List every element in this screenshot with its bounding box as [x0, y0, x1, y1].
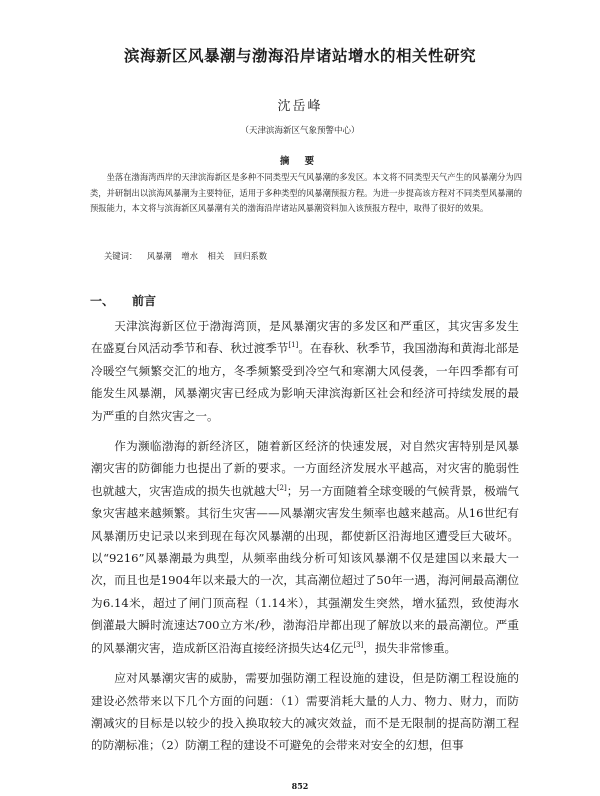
keyword: 风暴潮 — [146, 251, 172, 261]
keyword: 相关 — [207, 251, 225, 261]
section-heading — [90, 292, 174, 309]
paper-title: 滨海新区风暴潮与渤海沿岸诸站增水的相关性研究 — [123, 46, 476, 65]
keywords-label: 关键词： — [104, 251, 138, 261]
author-name: 沈岳峰 — [277, 99, 323, 114]
paragraph: 作为濒临渤海的新经济区，随着新区经济的快速发展，对自然灾害特别是风暴潮灾害的防御能力也提出了新的要求。一方面经济发展水平越高，对灾害的脆弱性也就越大，灾害造成的损失也就越大[2]；另一方面随着全球变暖的气候背景，极端气象灾害越来越频繁。其衍生灾害——风暴潮灾害发生频率也越来越高。从16世纪有风暴潮历史记录以来到现在每次风暴潮的出现，都使新区沿海地区遭受巨大破坏。以“9216”风暴潮最为典型，从频率曲线分析可知该风暴潮不仅是建国以来最大一次，而且也是1904年以来最大的一次，其高潮位超过了50年一遇，海河闸最高潮位为6.14米，超过了闸门顶高程（1.14米），其强潮发生突然，增水猛烈，致使海水倒灌最大瞬时流速达700立方米/秒，渤海沿岸都出现了解放以来的最高潮位。严重的风暴潮灾害，造成新区沿海直接经济损失达4亿元[3]，损失非常惨重。 — [91, 439, 519, 655]
page-number: 852 — [291, 781, 309, 791]
body-text — [91, 315, 519, 765]
citation[interactable]: [3] — [353, 640, 364, 649]
keyword: 增水 — [181, 251, 198, 261]
section-number: 一、 — [90, 294, 115, 308]
abstract-text: 坐落在渤海湾西岸的天津滨海新区是多种不同类型天气风暴潮的多发区。本文将不同类型天气产生的风暴潮分为四类，并研制出以滨海风暴潮为主要特征，适用于多种类型的风暴潮预报方程。为进一步提高该方程对不同类型风暴潮的预报能力，本文将与滨海新区风暴潮有关的渤海沿岸诸站风暴潮资料加入该预报方程中，取得了很好的效果。 — [90, 172, 522, 213]
section-title: 前言 — [132, 294, 157, 308]
paragraph: 天津滨海新区位于渤海湾顶，是风暴潮灾害的多发区和严重区，其灾害多发生在盛夏台风活动季节和春、秋过渡季节[1]。在春秋、秋季节，我国渤海和黄海北部是冷暖空气频繁交汇的地方，冬季频繁受到冷空气和寒潮大风侵袭，一年四季都有可能发生风暴潮，风暴潮灾害已经成为影响天津滨海新区社会和经济可持续发展的最为严重的自然灾害之一。 — [91, 319, 519, 423]
abstract-heading: 摘 要 — [279, 156, 321, 167]
keywords-line — [104, 250, 524, 262]
author-affiliation: （天津滨海新区气象预警中心） — [240, 126, 360, 136]
citation[interactable]: [1] — [288, 341, 299, 350]
keyword: 回归系数 — [233, 251, 268, 261]
paragraph: 应对风暴潮灾害的威胁，需要加强防潮工程设施的建设，但是防潮工程设施的建设必然带来以下几个方面的问题：（1）需要消耗大量的人力、物力、财力，而防潮减灾的目标是以较少的投入换取较大的减灾效益，而不是无限制的提高防潮工程的防潮标准；（2）防潮工程的建设不可避免的会带来对安全的幻想，但事 — [91, 671, 519, 753]
citation[interactable]: [2] — [276, 483, 287, 492]
